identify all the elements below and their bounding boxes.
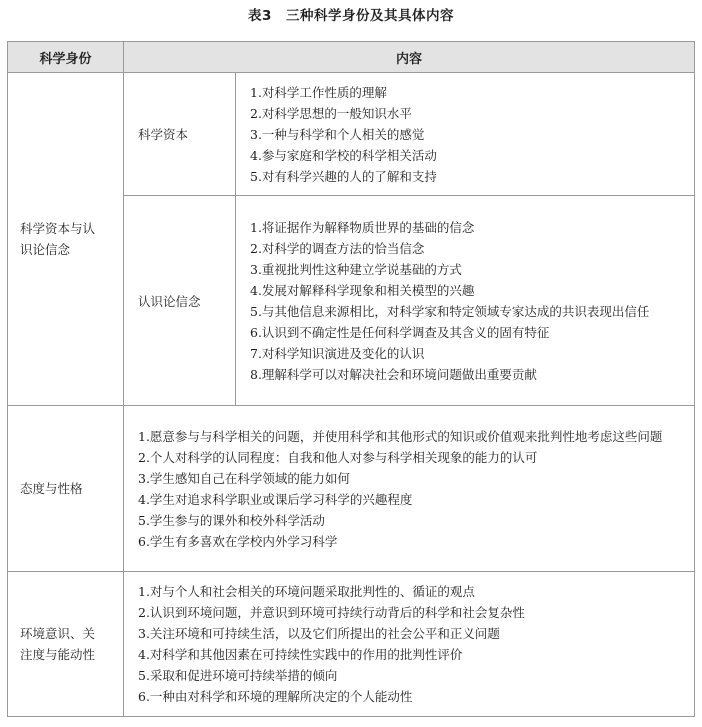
list-item: 7.对科学知识演进及变化的认识 xyxy=(250,345,425,361)
header-row xyxy=(8,42,695,73)
list-item: 1.将证据作为解释物质世界的基础的信念 xyxy=(250,219,475,235)
sub-identity-cell: 认识论信念 xyxy=(124,196,236,406)
identity-cell xyxy=(8,73,124,406)
list-item: 4.发展对解释科学现象和相关模型的兴趣 xyxy=(250,282,475,298)
list-item: 5.对有科学兴趣的人的了解和支持 xyxy=(250,168,437,184)
content-list xyxy=(124,406,695,572)
list-item: 2.个人对科学的认同程度：自我和他人对参与科学相关现象的能力的认可 xyxy=(138,449,538,465)
identity-label: 环境意识、关注度与能动性 xyxy=(20,626,96,662)
identity-label: 科学资本与认识论信念 xyxy=(20,221,96,257)
list-item: 5.学生参与的课外和校外科学活动 xyxy=(138,512,325,528)
sub-identity-cell: 科学资本 xyxy=(124,73,236,196)
header-identity: 科学身份 xyxy=(8,42,124,73)
list-item: 5.采取和促进环境可持续举措的倾向 xyxy=(138,668,338,683)
list-item: 4.对科学和其他因素在可持续性实践中的作用的批判性评价 xyxy=(138,647,463,662)
list-item: 1.对与个人和社会相关的环境问题采取批判性的、循证的观点 xyxy=(138,584,475,599)
table-row xyxy=(8,406,695,572)
list-item: 5.与其他信息来源相比，对科学家和特定领域专家达成的共识表现出信任 xyxy=(250,303,650,319)
list-item: 6.学生有多喜欢在学校内外学习科学 xyxy=(138,533,338,549)
list-item: 3.一种与科学和个人相关的感觉 xyxy=(250,126,425,142)
list-item: 3.重视批判性这种建立学说基础的方式 xyxy=(250,261,462,277)
identity-cell: 态度与性格 xyxy=(8,406,124,572)
identity-cell xyxy=(8,572,124,717)
list-item: 1.愿意参与与科学相关的问题，并使用科学和其他形式的知识或价值观来批判性地考虑这些问题 xyxy=(138,428,663,444)
table-title: 表3 三种科学身份及其具体内容 xyxy=(248,8,454,24)
science-identity-table xyxy=(7,41,695,717)
list-item: 2.对科学的调查方法的恰当信念 xyxy=(250,240,425,256)
table-row xyxy=(8,73,695,196)
table-row xyxy=(8,572,695,717)
list-item: 3.学生感知自己在科学领域的能力如何 xyxy=(138,470,350,486)
list-item: 4.学生对追求科学职业或课后学习科学的兴趣程度 xyxy=(138,491,413,507)
content-list xyxy=(236,73,695,196)
header-content: 内容 xyxy=(124,42,695,73)
content-list xyxy=(236,196,695,406)
content-list xyxy=(124,572,695,717)
list-item: 8.理解科学可以对解决社会和环境问题做出重要贡献 xyxy=(250,366,537,382)
list-item: 4.参与家庭和学校的科学相关活动 xyxy=(250,147,437,163)
list-item: 6.认识到不确定性是任何科学调查及其含义的固有特征 xyxy=(250,324,550,340)
list-item: 1.对科学工作性质的理解 xyxy=(250,84,387,100)
list-item: 6.一种由对科学和环境的理解所决定的个人能动性 xyxy=(138,689,413,704)
list-item: 2.认识到环境问题，并意识到环境可持续行动背后的科学和社会复杂性 xyxy=(138,605,525,620)
list-item: 2.对科学思想的一般知识水平 xyxy=(250,105,412,121)
list-item: 3.关注环境和可持续生活，以及它们所提出的社会公平和正义问题 xyxy=(138,626,500,641)
